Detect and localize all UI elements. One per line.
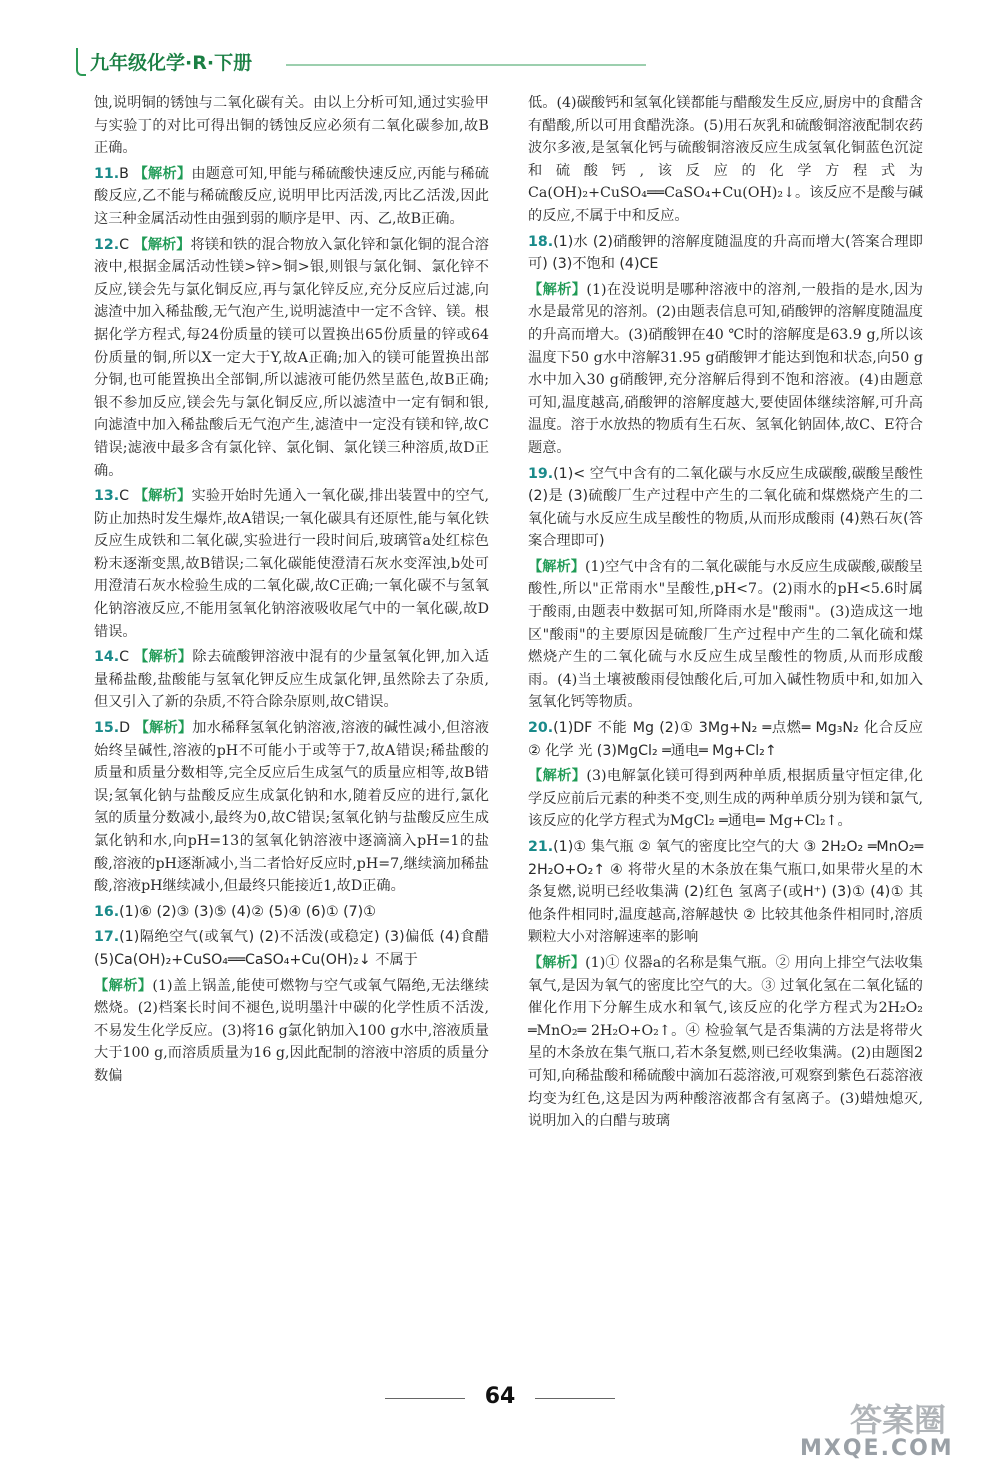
analysis-tag: 【解析】 (528, 954, 586, 971)
book-title: 九年级化学·R·下册 (90, 52, 253, 74)
question-number: 15. (94, 720, 120, 737)
analysis-tag: 【解析】 (528, 281, 587, 298)
analysis-text: (1)在没说明是哪种溶液中的溶剂,一般指的是水,因为水是最常见的溶剂。(2)由题表信息可知,硝酸钾的溶解度随温度的升高而增大。(3)硝酸钾在40 ℃时的溶解度是63.9 g,所以该温度下50 g水中溶解31.95 g硝酸钾才能达到饱和状态,向50 g水中加入30 g硝酸钾,充分溶解后得到不饱和溶液。(4)由题意可知,温度越高,硝酸钾的溶解度越大,要使固体继续溶解,可升高温度。溶于水放热的物质有生石灰、氢氧化钠固体,故C、E符合题意。 (528, 281, 923, 456)
answer-choice: C (119, 488, 130, 505)
question-number: 20. (528, 720, 554, 737)
answer-entry-15 (94, 717, 489, 898)
answer-text: (1)① 集气瓶 ② 氧气的密度比空气的大 ③ 2H₂O₂ ═MnO₂═ 2H₂O+O₂↑ ④ 将带火星的木条放在集气瓶口,如果带火星的木条复燃,说明已经收集满 (2)红色 氢离子(或H⁺) (3)① (4)① 其他条件相同时,温度越高,溶解越快 ② 比较其他条件相同时,溶质颗粒大小对溶解速率的影响 (528, 839, 923, 946)
analysis-tag: 【解析】 (94, 977, 153, 994)
analysis-text: 将镁和铁的混合物放入氯化锌和氯化铜的混合溶液中,根据金属活动性镁>锌>铜>银,则银与氯化铜、氯化锌不反应,镁会先与氯化铜反应,再与氯化锌反应,充分反应后过滤,向滤渣中加入稀盐酸,无气泡产生,说明滤渣中一定不含锌、镁。根据化学方程式,每24份质量的镁可以置换出65份质量的锌或64份质量的铜,所以X一定大于Y,故A正确;加入的镁可能置换出部分铜,也可能置换出全部铜,所以滤液可能仍然呈蓝色,故B正确;银不参加反应,镁会先与氯化铜反应,所以滤渣中一定有铜和银,向滤渣中加入稀盐酸后无气泡产生,滤渣中一定没有镁和锌,故C错误;滤液中最多含有氯化锌、氯化铜、氯化镁三种溶质,故D正确。 (94, 236, 489, 479)
answer-entry-16 (94, 901, 489, 924)
analysis-tag: 【解析】 (133, 488, 192, 505)
analysis-entry-21 (528, 952, 923, 1133)
answer-text: (1)⑥ (2)③ (3)⑤ (4)② (5)④ (6)① (7)① (119, 903, 376, 920)
answer-choice: B (119, 165, 129, 182)
analysis-text: (1)盖上锅盖,能使可燃物与空气或氧气隔绝,无法继续燃烧。(2)档案长时间不褪色,说明墨汁中碳的化学性质不活泼,不易发生化学反应。(3)将16 g氯化钠加入100 g水中,溶液质量大于100 g,而溶质质量为16 g,因此配制的溶液中溶质的质量分数偏 (94, 977, 489, 1084)
answer-entry-18 (528, 231, 923, 276)
question-number: 18. (528, 233, 554, 250)
answer-text: (1)< 空气中含有的二氧化碳与水反应生成碳酸,碳酸呈酸性 (2)是 (3)硫酸厂生产过程中产生的二氧化硫和煤燃烧产生的二氧化硫与水反应生成呈酸性的物质,从而形成酸雨 (4)熟石灰(答案合理即可) (528, 465, 923, 550)
question-number: 16. (94, 903, 120, 920)
question-number: 13. (94, 488, 120, 505)
header-rule (286, 64, 646, 66)
watermark-site: MXQE.COM (800, 1436, 954, 1461)
analysis-text: 除去硫酸钾溶液中混有的少量氢氧化钾,加入适量稀盐酸,盐酸能与氢氧化钾反应生成氯化钾,虽然除去了杂质,但又引入了新的杂质,不符合除杂原则,故C错误。 (94, 649, 489, 711)
answer-choice: C (119, 649, 130, 666)
analysis-tag: 【解析】 (528, 558, 585, 575)
footer-rule-right (535, 1398, 615, 1399)
answer-entry-14 (94, 646, 489, 714)
footer-rule-left (385, 1398, 465, 1399)
question-number: 17. (94, 929, 120, 946)
analysis-tag: 【解析】 (134, 720, 193, 737)
analysis-text: (1)① 仪器a的名称是集气瓶。② 用向上排空气法收集氧气,是因为氧气的密度比空气的大。③ 过氧化氢在二氧化锰的催化作用下分解生成水和氧气,该反应的化学方程式为2H₂O₂ ═MnO₂═ 2H₂O+O₂↑。④ 检验氧气是否集满的方法是将带火星的木条放在集气瓶口,若木条复燃,则已经收集满。(2)由题图2可知,向稀盐酸和稀硫酸中滴加石蕊溶液,可观察到紫色石蕊溶液均变为红色,这是因为两种酸溶液都含有氢离子。(3)蜡烛熄灭,说明加入的白醋与玻璃 (528, 954, 923, 1130)
page-header (76, 46, 646, 80)
analysis-text: (3)电解氯化镁可得到两种单质,根据质量守恒定律,化学反应前后元素的种类不变,则生成的两种单质分别为镁和氯气,该反应的化学方程式为MgCl₂ ═通电═ Mg+Cl₂↑。 (528, 768, 923, 830)
answer-entry: 低。(4)碳酸钙和氢氧化镁都能与醋酸发生反应,厨房中的食醋含有醋酸,所以可用食醋洗涤。(5)用石灰乳和硫酸铜溶液配制农药波尔多液,是氢氧化钙与硫酸铜溶液反应生成氢氧化铜蓝色沉淀和硫酸钙,该反应的化学方程式为Ca(OH)₂+CuSO₄══CaSO₄+Cu(OH)₂↓。该反应不是酸与碱的反应,不属于中和反应。 (528, 95, 923, 224)
answer-entry-20 (528, 717, 923, 762)
answer-entry-21 (528, 836, 923, 949)
question-number: 14. (94, 649, 120, 666)
analysis-entry-18 (528, 279, 923, 460)
answer-text: (1)水 (2)硝酸钾的溶解度随温度的升高而增大(答案合理即可) (3)不饱和 (4)CE (528, 233, 923, 273)
analysis-entry-20 (528, 765, 923, 833)
answer-choice: D (119, 720, 131, 737)
watermark-logo: 答案圈 (850, 1401, 947, 1439)
answer-entry-12 (94, 234, 489, 483)
right-column (528, 92, 923, 1136)
answer-entry-13 (94, 485, 489, 643)
answer-choice: C (119, 236, 130, 253)
question-number: 11. (94, 165, 120, 182)
question-number: 12. (94, 236, 120, 253)
answer-entry-17 (94, 926, 489, 971)
answer-text: (1)DF 不能 Mg (2)① 3Mg+N₂ ═点燃═ Mg₃N₂ 化合反应 ② 化学 光 (3)MgCl₂ ═通电═ Mg+Cl₂↑ (528, 720, 923, 759)
answer-text: (1)隔绝空气(或氧气) (2)不活泼(或稳定) (3)偏低 (4)食醋 (5)Ca(OH)₂+CuSO₄══CaSO₄+Cu(OH)₂↓ 不属于 (94, 929, 489, 968)
analysis-text: (1)空气中含有的二氧化碳能与水反应生成碳酸,碳酸呈酸性,所以"正常雨水"呈酸性,pH<7。(2)雨水的pH<5.6时属于酸雨,由题表中数据可知,所降雨水是"酸雨"。(3)造成这一地区"酸雨"的主要原因是硫酸厂生产过程中产生的二氧化硫和煤燃烧产生的二氧化硫与水反应生成呈酸性的物质,从而形成酸雨。(4)当土壤被酸雨侵蚀酸化后,可加入碱性物质中和,如加入氢氧化钙等物质。 (528, 558, 923, 711)
question-number: 19. (528, 465, 554, 482)
analysis-tag: 【解析】 (133, 236, 191, 253)
question-number: 21. (528, 839, 554, 855)
analysis-tag: 【解析】 (528, 768, 587, 785)
answer-entry: 蚀,说明铜的锈蚀与二氧化碳有关。由以上分析可知,通过实验甲与实验丁的对比可得出铜的锈蚀反应必须有二氧化碳参加,故B正确。 (94, 95, 489, 157)
analysis-text: 由题意可知,甲能与稀硫酸快速反应,丙能与稀硫酸反应,乙不能与稀硫酸反应,说明甲比丙活泼,丙比乙活泼,因此这三种金属活动性由强到弱的顺序是甲、丙、乙,故B正确。 (94, 165, 489, 227)
analysis-text: 加水稀释氢氧化钠溶液,溶液的碱性减小,但溶液始终呈碱性,溶液的pH不可能小于或等于7,故A错误;稀盐酸的质量和质量分数相等,完全反应后生成氢气的质量应相等,故B错误;氢氧化钠与盐酸反应生成氯化钠和水,随着反应的进行,氯化氢的质量分数减小,最终为0,故C错误;氢氧化钠与盐酸反应生成氯化钠和水,向pH=13的氢氧化钠溶液中逐滴滴入pH=1的盐酸,溶液的pH逐渐减小,当二者恰好反应时,pH=7,继续滴加稀盐酸,溶液pH继续减小,但最终只能接近1,故D正确。 (94, 720, 489, 895)
analysis-text: 实验开始时先通入一氧化碳,排出装置中的空气,防止加热时发生爆炸,故A错误;一氧化碳具有还原性,能与氧化铁反应生成铁和二氧化碳,实验进行一段时间后,玻璃管a处红棕色粉末逐渐变黑,故B错误;二氧化碳能使澄清石灰水变浑浊,b处可用澄清石灰水检验生成的二氧化碳,故C正确;一氧化碳不与氢氧化钠溶液反应,不能用氢氧化钠溶液吸收尾气中的一氧化碳,故D错误。 (94, 488, 489, 640)
page-number: 64 (484, 1384, 516, 1409)
header-hook-decoration (76, 48, 86, 76)
analysis-entry-17 (94, 975, 489, 1088)
left-column (94, 92, 489, 1091)
answer-entry-19 (528, 463, 923, 553)
analysis-tag: 【解析】 (134, 649, 193, 666)
answer-entry-11 (94, 163, 489, 231)
watermark (790, 1395, 990, 1465)
analysis-entry-19 (528, 556, 923, 714)
analysis-tag: 【解析】 (133, 165, 192, 182)
